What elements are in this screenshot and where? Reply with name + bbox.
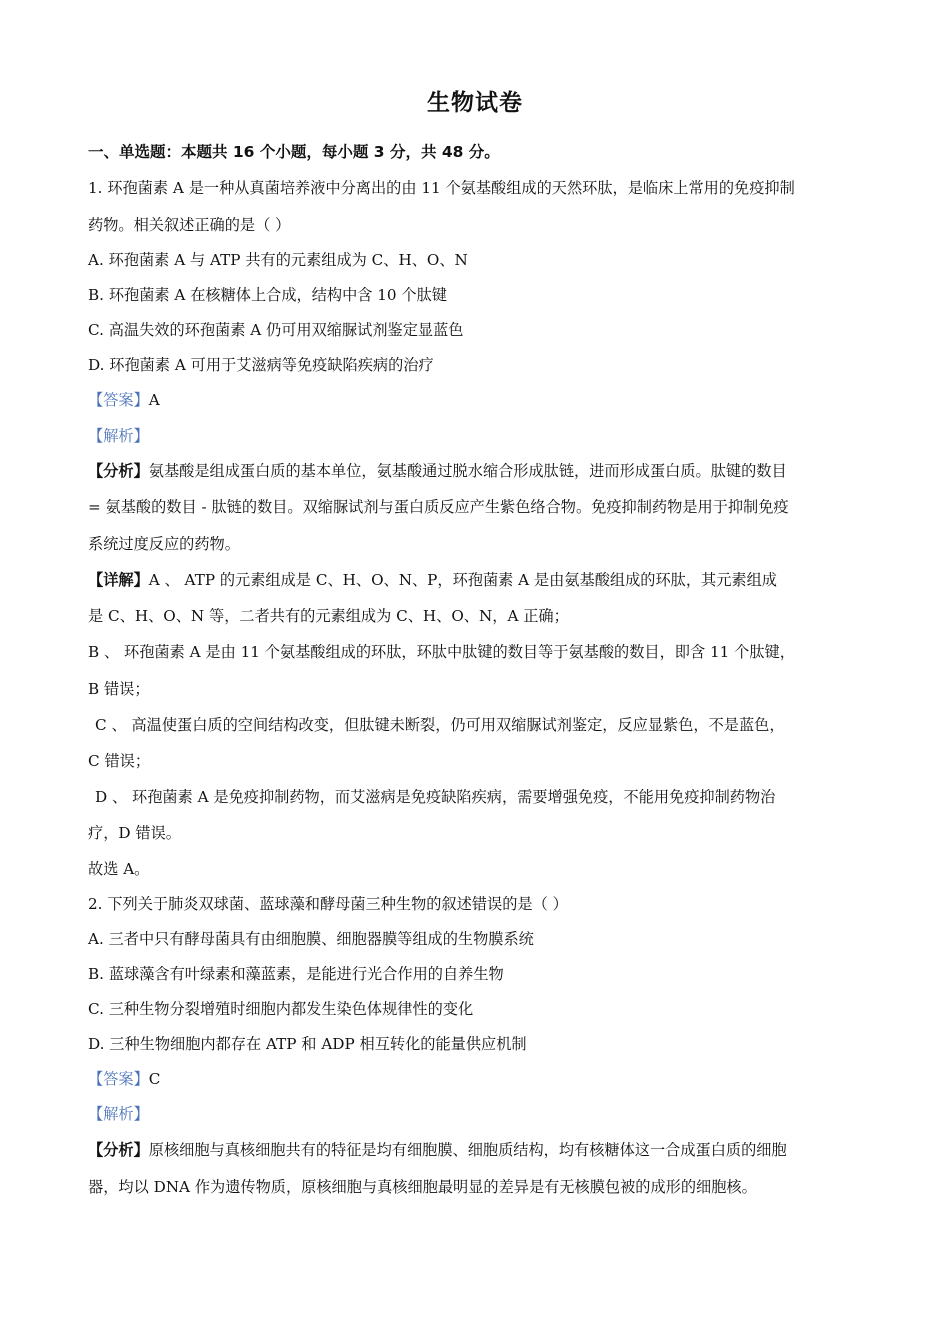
q1-xiangjie-line1 (88, 570, 777, 590)
q1-stem-line2: 药物。相关叙述正确的是（ ） (88, 216, 291, 234)
q1-xiangjie-line7: D 、 环孢菌素 A 是免疫抑制药物，而艾滋病是免疫缺陷疾病，需要增强免疫，不能用免疫抑制药物治 (95, 788, 776, 806)
answer-tag: 【答案】 (88, 1070, 149, 1088)
q1-conclusion: 故选 A。 (88, 860, 150, 878)
xiangjie-tag: 【详解】 (88, 571, 149, 589)
fenxi-text: 氨基酸是组成蛋白质的基本单位，氨基酸通过脱水缩合形成肽链，进而形成蛋白质。肽键的数目 (148, 462, 787, 480)
page-title: 生物试卷 (427, 90, 523, 116)
q2-option-b: B. 蓝球藻含有叶绿素和藻蓝素，是能进行光合作用的自养生物 (88, 965, 504, 983)
answer-value: A (148, 391, 160, 409)
q1-fenxi-line1 (88, 461, 787, 481)
q1-analysis-tag: 【解析】 (88, 427, 149, 445)
fenxi-tag: 【分析】 (88, 462, 149, 480)
q2-option-d: D. 三种生物细胞内都存在 ATP 和 ADP 相互转化的能量供应机制 (88, 1035, 527, 1053)
q1-xiangjie-line4: B 错误； (88, 680, 150, 698)
q2-option-c: C. 三种生物分裂增殖时细胞内都发生染色体规律性的变化 (88, 1000, 474, 1018)
q1-fenxi-line2: = 氨基酸的数目 - 肽链的数目。双缩脲试剂与蛋白质反应产生紫色络合物。免疫抑制药物是用于抑制免疫 (88, 498, 789, 516)
section-heading: 一、单选题：本题共 16 个小题，每小题 3 分，共 48 分。 (88, 143, 500, 161)
q1-option-d: D. 环孢菌素 A 可用于艾滋病等免疫缺陷疾病的治疗 (88, 356, 434, 374)
fenxi-text: 原核细胞与真核细胞共有的特征是均有细胞膜、细胞质结构，均有核糖体这一合成蛋白质的细胞 (148, 1141, 787, 1159)
q1-xiangjie-line6: C 错误； (88, 752, 151, 770)
q1-fenxi-line3: 系统过度反应的药物。 (88, 535, 240, 553)
q1-option-c: C. 高温失效的环孢菌素 A 仍可用双缩脲试剂鉴定显蓝色 (88, 321, 464, 339)
q1-stem-line1: 1. 环孢菌素 A 是一种从真菌培养液中分离出的由 11 个氨基酸组成的天然环肽，是临床上常用的免疫抑制 (88, 179, 795, 197)
q2-option-a: A. 三者中只有酵母菌具有由细胞膜、细胞器膜等组成的生物膜系统 (88, 930, 534, 948)
q2-fenxi-line1 (88, 1140, 787, 1160)
q1-xiangjie-line8: 疗，D 错误。 (88, 824, 181, 842)
q1-xiangjie-line2: 是 C、H、O、N 等，二者共有的元素组成为 C、H、O、N，A 正确； (88, 607, 569, 625)
xiangjie-text: A 、 ATP 的元素组成是 C、H、O、N、P，环孢菌素 A 是由氨基酸组成的环肽，其元素组成 (148, 571, 777, 589)
q1-answer (88, 390, 160, 410)
q2-stem: 2. 下列关于肺炎双球菌、蓝球藻和酵母菌三种生物的叙述错误的是（ ） (88, 895, 568, 913)
answer-value: C (148, 1070, 161, 1088)
q2-fenxi-line2: 器，均以 DNA 作为遗传物质，原核细胞与真核细胞最明显的差异是有无核膜包被的成形的细胞核。 (88, 1178, 757, 1196)
q2-answer (88, 1069, 160, 1089)
q2-analysis-tag: 【解析】 (88, 1105, 149, 1123)
q1-xiangjie-line3: B 、 环孢菌素 A 是由 11 个氨基酸组成的环肽，环肽中肽键的数目等于氨基酸的数目，即含 11 个肽键， (88, 643, 795, 661)
q1-option-a: A. 环孢菌素 A 与 ATP 共有的元素组成为 C、H、O、N (88, 251, 468, 269)
q1-option-b: B. 环孢菌素 A 在核糖体上合成，结构中含 10 个肽键 (88, 286, 447, 304)
q1-xiangjie-line5: C 、 高温使蛋白质的空间结构改变，但肽键未断裂，仍可用双缩脲试剂鉴定，反应显紫色，不是蓝色， (95, 716, 785, 734)
fenxi-tag: 【分析】 (88, 1141, 149, 1159)
answer-tag: 【答案】 (88, 391, 149, 409)
